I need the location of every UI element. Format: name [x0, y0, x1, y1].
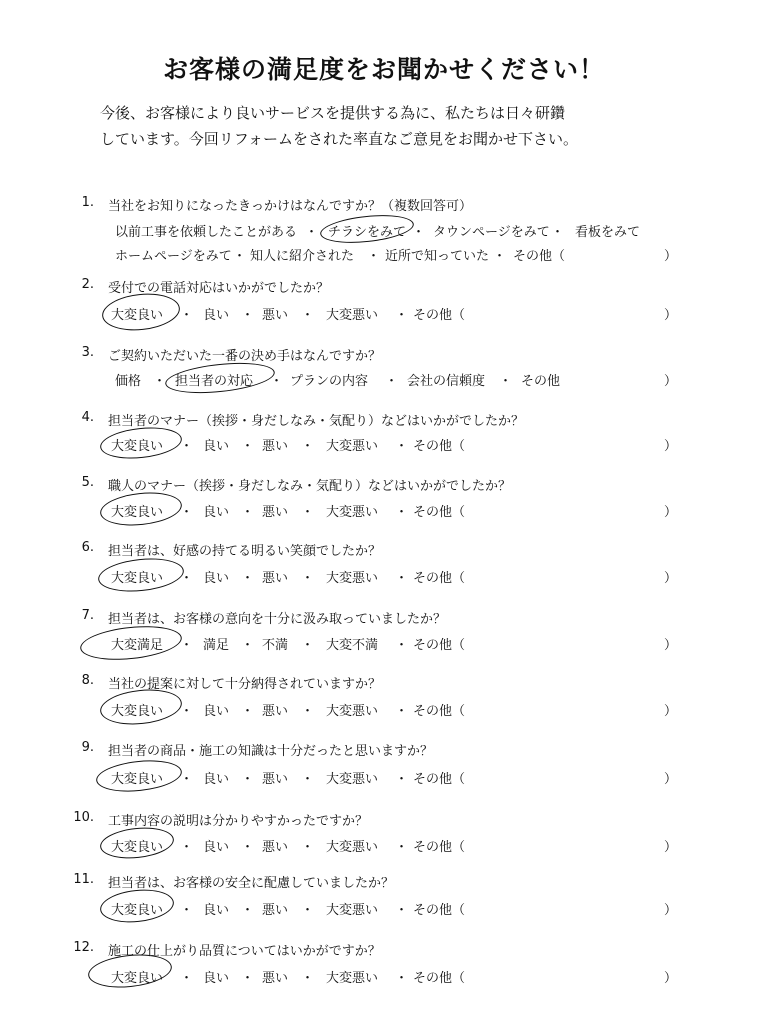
option-very-bad[interactable]: 大変悪い [326, 439, 379, 454]
separator: ・ [241, 704, 255, 719]
option-other[interactable]: その他（ [413, 903, 466, 918]
option-very-bad[interactable]: 大変悪い [326, 903, 379, 918]
option-other[interactable]: その他（ [413, 971, 466, 986]
option-very-satisfied[interactable]: 大変満足 [111, 638, 164, 653]
question-number: 5. [81, 475, 94, 490]
separator: ・ [395, 571, 409, 586]
option-very-good[interactable]: 大変良い [111, 439, 164, 454]
option-other[interactable]: その他（ [413, 439, 466, 454]
question-number: 10. [73, 810, 94, 825]
separator: ・ [241, 638, 255, 653]
question-number: 8. [81, 673, 94, 688]
question-text: 職人のマナー（挨拶・身だしなみ・気配り）などはいかがでしたか？ [108, 479, 512, 494]
separator: ・ [305, 225, 319, 240]
option-very-dissatisfied[interactable]: 大変不満 [326, 638, 379, 653]
option-dissatisfied[interactable]: 不満 [262, 638, 289, 653]
separator: ・ [241, 840, 255, 855]
option-bad[interactable]: 悪い [262, 903, 289, 918]
option-other[interactable]: その他（ [413, 638, 466, 653]
separator: ・ [301, 638, 315, 653]
separator: ・ [395, 704, 409, 719]
option-very-bad[interactable]: 大変悪い [326, 704, 379, 719]
option-bad[interactable]: 悪い [262, 704, 289, 719]
survey-title: お客様の満足度をお聞かせください！ [162, 55, 605, 84]
question-text: 受付での電話対応はいかがでしたか？ [108, 281, 330, 296]
separator: ・ [301, 840, 315, 855]
option-very-bad[interactable]: 大変悪い [326, 308, 379, 323]
separator: ・ [367, 249, 381, 264]
separator: ・ [180, 308, 194, 323]
separator: ・ [301, 971, 315, 986]
close-paren: ） [664, 439, 678, 454]
option-other[interactable]: その他（ [413, 772, 466, 787]
question-number: 7. [81, 608, 94, 623]
close-paren: ） [664, 971, 678, 986]
separator: ・ [493, 249, 507, 264]
close-paren: ） [664, 571, 678, 586]
option-other[interactable]: その他（ [413, 704, 466, 719]
option-very-bad[interactable]: 大変悪い [326, 505, 379, 520]
option-very-good[interactable]: 大変良い [111, 571, 164, 586]
close-paren: ） [664, 374, 678, 389]
option-very-good[interactable]: 大変良い [111, 505, 164, 520]
question-text: 担当者は、お客様の意向を十分に汲み取っていましたか？ [108, 612, 447, 627]
separator: ・ [241, 308, 255, 323]
close-paren: ） [664, 704, 678, 719]
option-very-good[interactable]: 大変良い [111, 840, 164, 855]
option-signboard[interactable]: 看板をみて [575, 225, 641, 240]
separator: ・ [395, 840, 409, 855]
option-flyer[interactable]: チラシをみて [328, 225, 407, 240]
separator: ・ [241, 505, 255, 520]
option-other[interactable]: その他（ [513, 249, 566, 264]
separator: ・ [180, 704, 194, 719]
question-number: 9. [81, 740, 94, 755]
separator: ・ [499, 374, 513, 389]
option-bad[interactable]: 悪い [262, 772, 289, 787]
option-very-bad[interactable]: 大変悪い [326, 971, 379, 986]
option-very-good[interactable]: 大変良い [111, 903, 164, 918]
separator: ・ [180, 971, 194, 986]
option-homepage[interactable]: ホームページをみて [115, 249, 232, 264]
separator: ・ [180, 505, 194, 520]
close-paren: ） [664, 772, 678, 787]
option-very-bad[interactable]: 大変悪い [326, 840, 379, 855]
option-very-good[interactable]: 大変良い [111, 704, 164, 719]
separator: ・ [180, 840, 194, 855]
question-text: 担当者の商品・施工の知識は十分だったと思いますか？ [108, 744, 434, 759]
separator: ・ [301, 704, 315, 719]
separator: ・ [385, 374, 399, 389]
close-paren: ） [664, 903, 678, 918]
option-very-good[interactable]: 大変良い [111, 308, 164, 323]
separator: ・ [180, 903, 194, 918]
option-bad[interactable]: 悪い [262, 971, 289, 986]
separator: ・ [180, 638, 194, 653]
separator: ・ [395, 439, 409, 454]
option-very-bad[interactable]: 大変悪い [326, 571, 379, 586]
option-price[interactable]: 価格 [115, 374, 142, 389]
separator: ・ [233, 249, 247, 264]
close-paren: ） [664, 308, 678, 323]
question-text: 当社をお知りになったきっかけはなんですか？（複数回答可） [108, 199, 473, 214]
option-bad[interactable]: 悪い [262, 571, 289, 586]
option-bad[interactable]: 悪い [262, 439, 289, 454]
option-bad[interactable]: 悪い [262, 505, 289, 520]
option-good[interactable]: 良い [203, 308, 230, 323]
separator: ・ [395, 308, 409, 323]
question-text: 当社の提案に対して十分納得されていますか？ [108, 677, 382, 692]
separator: ・ [551, 225, 565, 240]
separator: ・ [301, 772, 315, 787]
option-bad[interactable]: 悪い [262, 840, 289, 855]
question-number: 11. [73, 872, 94, 887]
separator: ・ [241, 971, 255, 986]
option-very-good[interactable]: 大変良い [111, 772, 164, 787]
separator: ・ [301, 903, 315, 918]
intro-line-1: 今後、お客様により良いサービスを提供する為に、私たちは日々研鑽 [100, 104, 566, 122]
separator: ・ [301, 571, 315, 586]
close-paren: ） [664, 505, 678, 520]
separator: ・ [180, 439, 194, 454]
option-satisfied[interactable]: 満足 [203, 638, 230, 653]
option-staff-response[interactable]: 担当者の対応 [175, 374, 254, 389]
separator: ・ [395, 638, 409, 653]
question-text: 担当者は、お客様の安全に配慮していましたか？ [108, 876, 395, 891]
intro-text [100, 100, 700, 152]
separator: ・ [153, 374, 167, 389]
question-number: 3. [81, 345, 94, 360]
option-good[interactable]: 良い [203, 505, 230, 520]
close-paren: ） [664, 638, 678, 653]
question-text: 担当者のマナー（挨拶・身だしなみ・気配り）などはいかがでしたか？ [108, 414, 525, 429]
option-other[interactable]: その他（ [413, 840, 466, 855]
separator: ・ [241, 439, 255, 454]
option-good[interactable]: 良い [203, 772, 230, 787]
close-paren: ） [664, 249, 678, 264]
separator: ・ [301, 505, 315, 520]
separator: ・ [395, 505, 409, 520]
option-acquaintance[interactable]: 知人に紹介された [250, 249, 355, 264]
option-other[interactable]: その他（ [413, 505, 466, 520]
question-number: 6. [81, 540, 94, 555]
option-very-good[interactable]: 大変良い [111, 971, 164, 986]
separator: ・ [301, 439, 315, 454]
intro-line-2: しています。今回リフォームをされた率直なご意見をお聞かせ下さい。 [100, 130, 579, 148]
option-very-bad[interactable]: 大変悪い [326, 772, 379, 787]
question-number: 4. [81, 410, 94, 425]
option-other[interactable]: その他 [521, 374, 561, 389]
option-good[interactable]: 良い [203, 704, 230, 719]
question-number: 2. [81, 277, 94, 292]
separator: ・ [412, 225, 426, 240]
option-town-pages[interactable]: タウンページをみて [433, 225, 550, 240]
option-referral-previous[interactable]: 以前工事を依頼したことがある [115, 225, 298, 240]
separator: ・ [395, 903, 409, 918]
question-text: ご契約いただいた一番の決め手はなんですか？ [108, 349, 382, 364]
separator: ・ [301, 308, 315, 323]
option-other[interactable]: その他（ [413, 571, 466, 586]
separator: ・ [241, 903, 255, 918]
separator: ・ [241, 571, 255, 586]
option-good[interactable]: 良い [203, 439, 230, 454]
option-good[interactable]: 良い [203, 571, 230, 586]
option-good[interactable]: 良い [203, 903, 230, 918]
option-company-trust[interactable]: 会社の信頼度 [407, 374, 486, 389]
close-paren: ） [664, 840, 678, 855]
option-plan-content[interactable]: プランの内容 [290, 374, 369, 389]
option-other[interactable]: その他（ [413, 308, 466, 323]
question-number: 1. [81, 195, 94, 210]
question-text: 施工の仕上がり品質についてはいかがですか？ [108, 944, 381, 959]
question-text: 工事内容の説明は分かりやすかったですか？ [108, 814, 369, 829]
option-good[interactable]: 良い [203, 840, 230, 855]
question-text: 担当者は、好感の持てる明るい笑顔でしたか？ [108, 544, 382, 559]
separator: ・ [241, 772, 255, 787]
separator: ・ [395, 971, 409, 986]
option-neighborhood[interactable]: 近所で知っていた [385, 249, 490, 264]
option-bad[interactable]: 悪い [262, 308, 289, 323]
separator: ・ [395, 772, 409, 787]
separator: ・ [180, 772, 194, 787]
separator: ・ [270, 374, 284, 389]
question-number: 12. [73, 940, 94, 955]
option-good[interactable]: 良い [203, 971, 230, 986]
separator: ・ [180, 571, 194, 586]
